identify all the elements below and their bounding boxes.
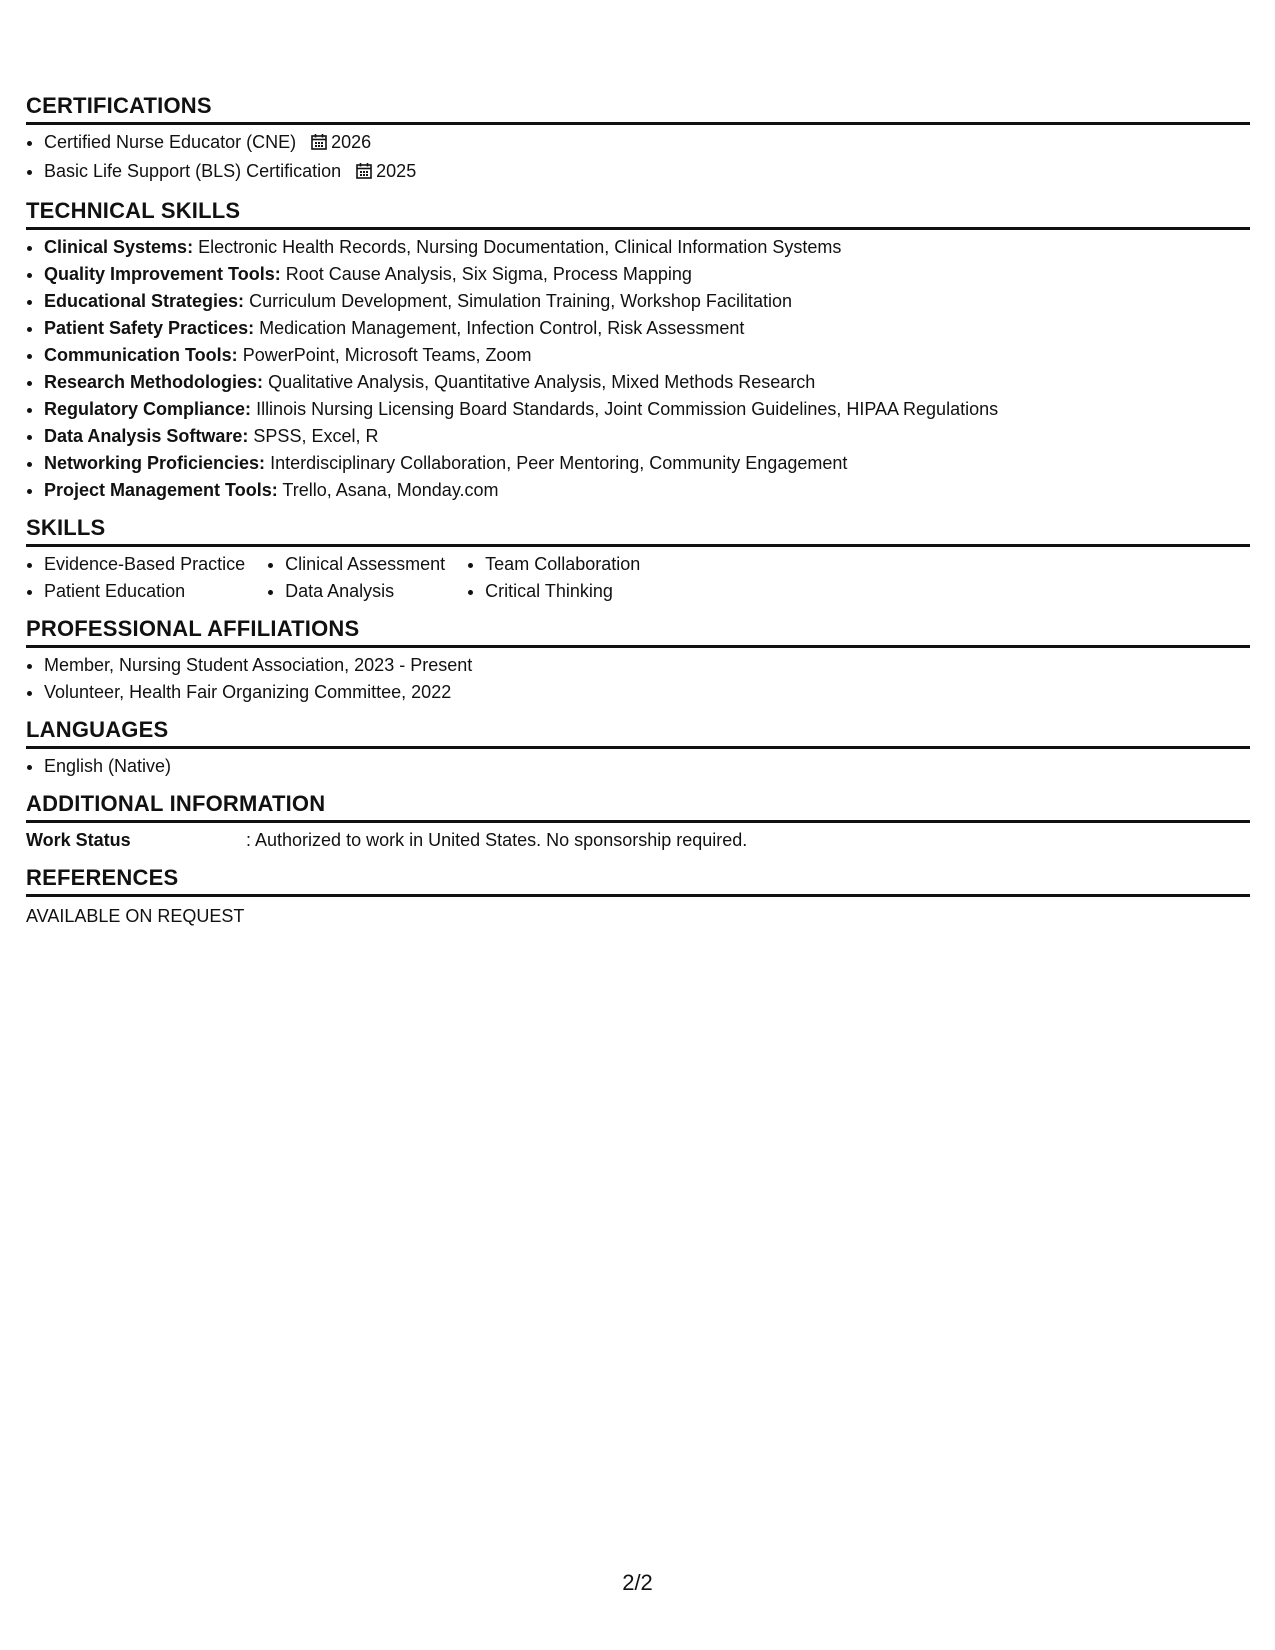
technical-skill-label: Project Management Tools: <box>44 480 278 500</box>
skills-column <box>267 551 445 605</box>
certifications-title: CERTIFICATIONS <box>26 92 1250 125</box>
technical-skill-item <box>44 315 1250 342</box>
certification-year: 2025 <box>376 161 417 181</box>
references-title: REFERENCES <box>26 864 1250 897</box>
technical-skill-label: Quality Improvement Tools: <box>44 264 281 284</box>
work-status-row <box>26 827 1250 854</box>
technical-skill-label: Regulatory Compliance: <box>44 399 252 419</box>
technical-skills-section <box>26 197 1250 504</box>
affiliation-item: • Volunteer, Health Fair Organizing Committee, 2022 <box>44 679 1250 706</box>
skill-item: • Evidence-Based Practice <box>44 551 245 578</box>
skill-item: • Critical Thinking <box>485 578 640 605</box>
technical-skill-label: Research Methodologies: <box>44 372 264 392</box>
additional-info-title: ADDITIONAL INFORMATION <box>26 790 1250 823</box>
technical-skill-item <box>44 261 1250 288</box>
skill-item: • Clinical Assessment <box>285 551 445 578</box>
technical-skill-label: Networking Proficiencies: <box>44 453 266 473</box>
certification-year: 2026 <box>331 132 372 152</box>
certifications-section <box>26 92 1250 187</box>
technical-skill-value: Trello, Asana, Monday.com <box>282 480 499 500</box>
language-item: • English (Native) <box>44 753 1250 780</box>
technical-skill-item <box>44 396 1250 423</box>
technical-skill-value: SPSS, Excel, R <box>253 426 379 446</box>
calendar-icon <box>356 160 372 187</box>
technical-skill-value: Interdisciplinary Collaboration, Peer Mentoring, Community Engagement <box>270 453 848 473</box>
languages-section <box>26 716 1250 780</box>
technical-skill-value: Electronic Health Records, Nursing Documentation, Clinical Information Systems <box>198 237 842 257</box>
skill-item: • Patient Education <box>44 578 245 605</box>
skills-title: SKILLS <box>26 514 1250 547</box>
references-section <box>26 864 1250 930</box>
references-text: AVAILABLE ON REQUEST <box>26 906 245 926</box>
technical-skill-item <box>44 477 1250 504</box>
technical-skill-item <box>44 342 1250 369</box>
skill-item: • Team Collaboration <box>485 551 640 578</box>
skill-item: • Data Analysis <box>285 578 445 605</box>
skills-column <box>467 551 640 605</box>
certification-name: Basic Life Support (BLS) Certification <box>44 161 342 181</box>
page-number: 2/2 <box>622 1570 653 1595</box>
technical-skill-value: Curriculum Development, Simulation Training, Workshop Facilitation <box>249 291 792 311</box>
affiliations-section <box>26 615 1250 706</box>
technical-skill-label: Educational Strategies: <box>44 291 245 311</box>
technical-skill-value: PowerPoint, Microsoft Teams, Zoom <box>242 345 532 365</box>
affiliation-item: • Member, Nursing Student Association, 2023 - Present <box>44 652 1250 679</box>
certification-name: Certified Nurse Educator (CNE) <box>44 132 297 152</box>
work-status-label: Work Status <box>26 830 131 850</box>
technical-skill-label: Patient Safety Practices: <box>44 318 255 338</box>
resume-page <box>26 92 1250 940</box>
technical-skill-label: Communication Tools: <box>44 345 238 365</box>
affiliations-list <box>26 652 1250 706</box>
technical-skill-value: Illinois Nursing Licensing Board Standards, Joint Commission Guidelines, HIPAA Regulations <box>256 399 999 419</box>
technical-skill-item <box>44 450 1250 477</box>
skills-section <box>26 514 1250 605</box>
technical-skill-item <box>44 234 1250 261</box>
technical-skills-title: TECHNICAL SKILLS <box>26 197 1250 230</box>
technical-skill-item <box>44 288 1250 315</box>
skills-column <box>26 551 245 605</box>
technical-skill-label: Data Analysis Software: <box>44 426 249 446</box>
languages-list <box>26 753 1250 780</box>
calendar-icon <box>311 131 327 158</box>
technical-skill-item <box>44 423 1250 450</box>
languages-title: LANGUAGES <box>26 716 1250 749</box>
certification-item <box>44 158 1250 187</box>
technical-skill-value: Root Cause Analysis, Six Sigma, Process Mapping <box>285 264 692 284</box>
affiliations-title: PROFESSIONAL AFFILIATIONS <box>26 615 1250 648</box>
technical-skill-value: Medication Management, Infection Control, Risk Assessment <box>259 318 745 338</box>
certification-item <box>44 129 1250 158</box>
technical-skill-label: Clinical Systems: <box>44 237 194 257</box>
certifications-list <box>26 129 1250 187</box>
additional-info-section <box>26 790 1250 854</box>
skills-grid <box>26 551 1250 605</box>
technical-skill-value: Qualitative Analysis, Quantitative Analysis, Mixed Methods Research <box>268 372 816 392</box>
technical-skill-item <box>44 369 1250 396</box>
technical-skills-list <box>26 234 1250 504</box>
work-status-value: : Authorized to work in United States. No sponsorship required. <box>246 830 748 850</box>
